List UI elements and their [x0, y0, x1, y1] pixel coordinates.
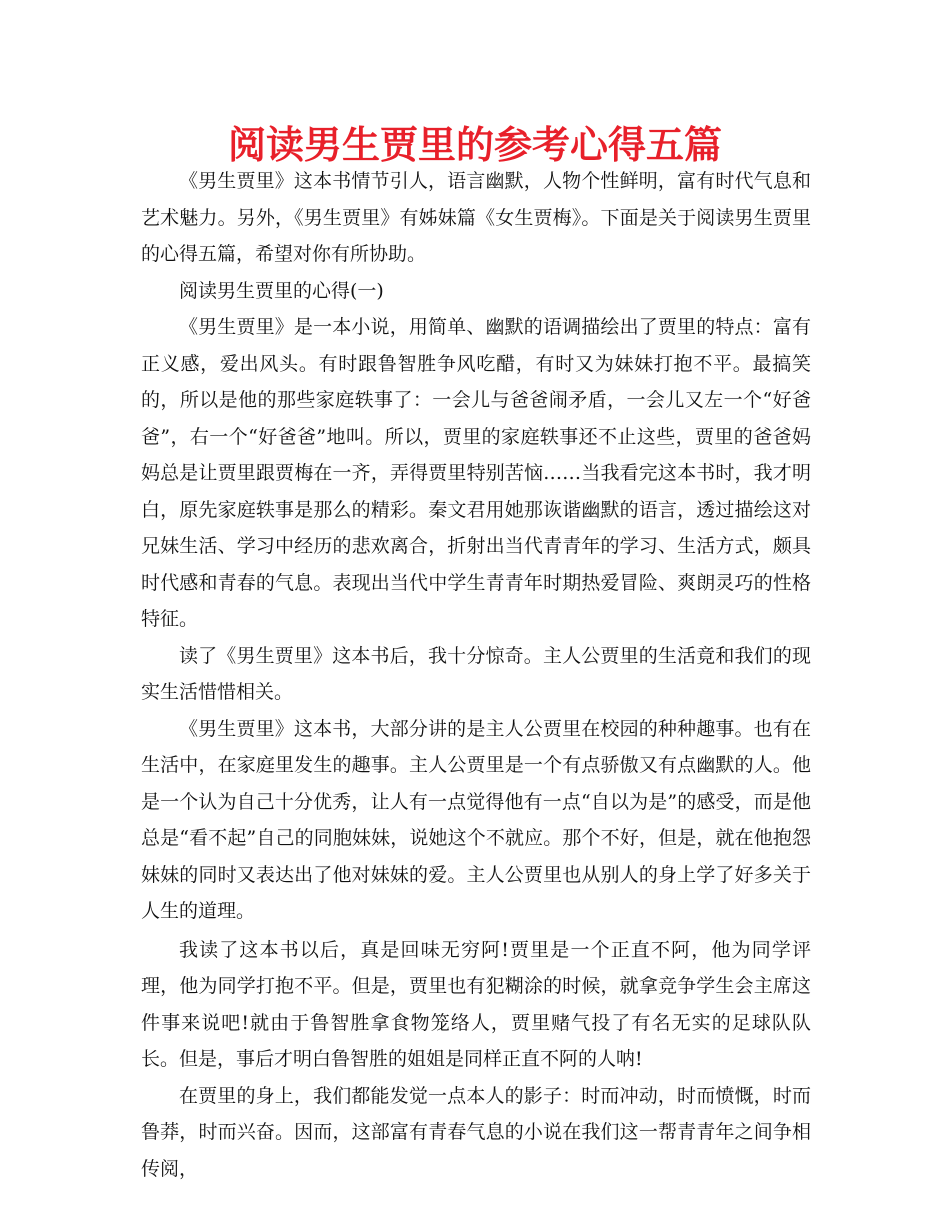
document-title: 阅读男生贾里的参考心得五篇 — [227, 123, 722, 167]
body-paragraph: 我读了这本书以后，真是回味无穷阿!贾里是一个正直不阿，他为同学评理，他为同学打抱不平。但是，贾里也有犯糊涂的时候，就拿竞争学生会主席这件事来说吧!就由于鲁智胜拿食物笼络人，贾里赌气投了有名无实的足球队队长。但是，事后才明白鲁智胜的姐姐是同样正直不阿的人呐! — [141, 938, 811, 1070]
body-paragraph: 在贾里的身上，我们都能发觉一点本人的影子：时而冲动，时而愤慨，时而鲁莽，时而兴奋。因而，这部富有青春气息的小说在我们这一帮青青年之间争相传阅， — [141, 1084, 811, 1180]
intro-paragraph: 《男生贾里》这本书情节引人，语言幽默，人物个性鲜明，富有时代气息和艺术魅力。另外，《男生贾里》有姊妹篇《女生贾梅》。下面是关于阅读男生贾里的心得五篇，希望对你有所协助。 — [141, 170, 811, 265]
body-paragraph: 读了《男生贾里》这本书后，我十分惊奇。主人公贾里的生活竟和我们的现实生活惜惜相关。 — [141, 644, 811, 703]
document-body — [141, 163, 811, 1187]
section-heading: 阅读男生贾里的心得(一) — [179, 279, 384, 302]
body-paragraph: 《男生贾里》是一本小说，用简单、幽默的语调描绘出了贾里的特点：富有正义感，爱出风头。有时跟鲁智胜争风吃醋，有时又为妹妹打抱不平。最搞笑的，所以是他的那些家庭轶事了：一会儿与爸爸闹矛盾，一会儿又左一个“好爸爸”，右一个“好爸爸”地叫。所以，贾里的家庭轶事还不止这些，贾里的爸爸妈妈总是让贾里跟贾梅在一齐，弄得贾里特别苦恼……当我看完这本书时，我才明白，原先家庭轶事是那么的精彩。秦文君用她那诙谐幽默的语言，透过描绘这对兄妹生活、学习中经历的悲欢离合，折射出当代青青年的学习、生活方式，颇具时代感和青春的气息。表现出当代中学生青青年时期热爱冒险、爽朗灵巧的性格特征。 — [141, 316, 811, 630]
body-paragraph: 《男生贾里》这本书，大部分讲的是主人公贾里在校园的种种趣事。也有在生活中，在家庭里发生的趣事。主人公贾里是一个有点骄傲又有点幽默的人。他是一个认为自己十分优秀，让人有一点觉得他有一点“自以为是”的感受，而是他总是“看不起”自己的同胞妹妹，说她这个不就应。那个不好，但是，就在他抱怨妹妹的同时又表达出了他对妹妹的爱。主人公贾里也从别人的身上学了好多关于人生的道理。 — [141, 717, 811, 922]
